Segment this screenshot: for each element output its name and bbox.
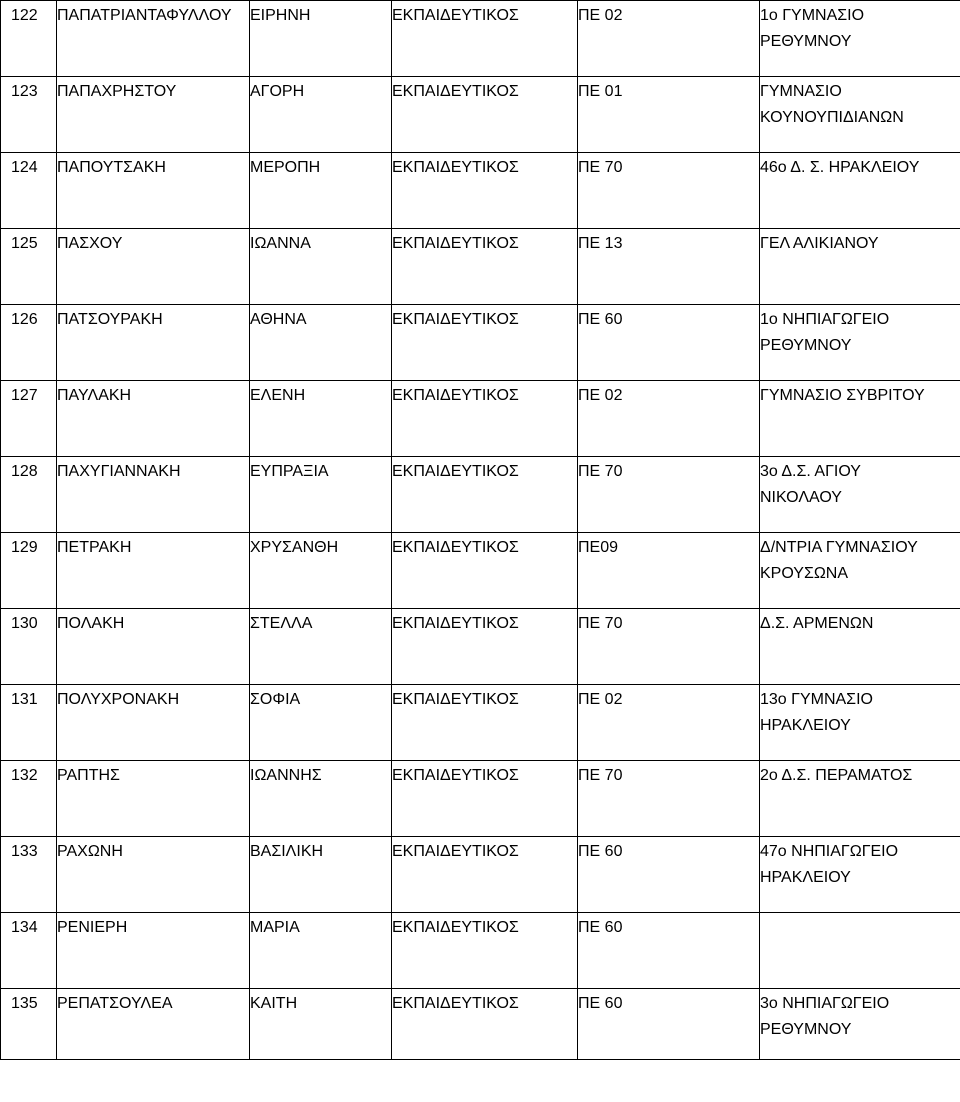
first-name-cell [250, 989, 392, 1060]
row-number-cell [1, 609, 57, 685]
specialty-code-cell [578, 381, 760, 457]
school-cell [760, 533, 960, 609]
last-name-cell [57, 1, 250, 77]
role-cell [392, 305, 578, 381]
row-number-cell [1, 989, 57, 1060]
specialty-code: ΠΕ 60 [578, 843, 623, 860]
specialty-code-cell [578, 989, 760, 1060]
first-name-cell [250, 533, 392, 609]
specialty-code: ΠΕ 02 [578, 691, 623, 708]
school-line: ΚΟΥΝΟΥΠΙΔΙΑΝΩΝ [760, 109, 904, 126]
role: ΕΚΠΑΙΔΕΥΤΙΚΟΣ [392, 615, 519, 632]
first-name: ΑΘΗΝΑ [250, 311, 307, 328]
school-line: ΓΕΛ ΑΛΙΚΙΑΝΟΥ [760, 235, 879, 252]
specialty-code: ΠΕ 02 [578, 387, 623, 404]
last-name: ΠΟΛΥΧΡΟΝΑΚΗ [57, 691, 180, 708]
school-cell [760, 1, 960, 77]
row-number-cell [1, 761, 57, 837]
first-name: ΜΕΡΟΠΗ [250, 159, 321, 176]
last-name-cell [57, 457, 250, 533]
first-name: ΧΡΥΣΑΝΘΗ [250, 539, 339, 556]
row-number-cell [1, 77, 57, 153]
first-name-cell [250, 685, 392, 761]
row-number: 127 [11, 387, 38, 404]
first-name-cell [250, 153, 392, 229]
last-name-cell [57, 153, 250, 229]
row-number: 122 [11, 7, 38, 24]
specialty-code: ΠΕ09 [578, 539, 619, 556]
last-name-cell [57, 913, 250, 989]
last-name: ΡΑΧΩΝΗ [57, 843, 123, 860]
row-number-cell [1, 153, 57, 229]
first-name: ΚΑΙΤΗ [250, 995, 298, 1012]
last-name: ΠΑΠΑΧΡΗΣΤΟΥ [57, 83, 177, 100]
row-number: 130 [11, 615, 38, 632]
role-cell [392, 381, 578, 457]
first-name: ΣΤΕΛΛΑ [250, 615, 313, 632]
school-line: 13ο ΓΥΜΝΑΣΙΟ [760, 691, 873, 708]
row-number: 134 [11, 919, 38, 936]
first-name-cell [250, 77, 392, 153]
school-cell [760, 913, 960, 989]
specialty-code: ΠΕ 60 [578, 919, 623, 936]
first-name-cell [250, 381, 392, 457]
last-name-cell [57, 533, 250, 609]
specialty-code: ΠΕ 01 [578, 83, 623, 100]
school-line: ΡΕΘΥΜΝΟΥ [760, 1021, 852, 1038]
first-name: ΙΩΑΝΝΗΣ [250, 767, 322, 784]
specialty-code-cell [578, 533, 760, 609]
school-line: ΚΡΟΥΣΩΝΑ [760, 565, 849, 582]
role: ΕΚΠΑΙΔΕΥΤΙΚΟΣ [392, 919, 519, 936]
table-row [1, 457, 960, 533]
role-cell [392, 153, 578, 229]
school-line: 3ο Δ.Σ. ΑΓΙΟΥ [760, 463, 861, 480]
role-cell [392, 761, 578, 837]
first-name: ΕΙΡΗΝΗ [250, 7, 311, 24]
first-name-cell [250, 1, 392, 77]
last-name: ΡΕΠΑΤΣΟΥΛΕΑ [57, 995, 173, 1012]
row-number-cell [1, 685, 57, 761]
school-cell [760, 837, 960, 913]
role: ΕΚΠΑΙΔΕΥΤΙΚΟΣ [392, 235, 519, 252]
table-row [1, 1, 960, 77]
school-line: ΡΕΘΥΜΝΟΥ [760, 33, 852, 50]
row-number-cell [1, 837, 57, 913]
specialty-code: ΠΕ 70 [578, 767, 623, 784]
role: ΕΚΠΑΙΔΕΥΤΙΚΟΣ [392, 159, 519, 176]
row-number: 133 [11, 843, 38, 860]
last-name: ΠΑΠΑΤΡΙΑΝΤΑΦΥΛΛΟΥ [57, 7, 232, 24]
table-row [1, 381, 960, 457]
row-number: 125 [11, 235, 38, 252]
last-name-cell [57, 229, 250, 305]
row-number: 123 [11, 83, 38, 100]
row-number: 124 [11, 159, 38, 176]
row-number-cell [1, 305, 57, 381]
school-line: ΡΕΘΥΜΝΟΥ [760, 337, 852, 354]
last-name: ΠΑΠΟΥΤΣΑΚΗ [57, 159, 166, 176]
school-cell [760, 305, 960, 381]
school-cell [760, 77, 960, 153]
table-row [1, 229, 960, 305]
table-row [1, 77, 960, 153]
role: ΕΚΠΑΙΔΕΥΤΙΚΟΣ [392, 539, 519, 556]
last-name-cell [57, 609, 250, 685]
last-name: ΡΑΠΤΗΣ [57, 767, 120, 784]
school-cell [760, 153, 960, 229]
row-number-cell [1, 229, 57, 305]
table-row [1, 153, 960, 229]
first-name-cell [250, 305, 392, 381]
school-cell [760, 989, 960, 1060]
specialty-code-cell [578, 1, 760, 77]
last-name: ΠΑΧΥΓΙΑΝΝΑΚΗ [57, 463, 181, 480]
table-row [1, 685, 960, 761]
first-name-cell [250, 457, 392, 533]
school-line: ΗΡΑΚΛΕΙΟΥ [760, 717, 851, 734]
row-number: 129 [11, 539, 38, 556]
school-cell [760, 457, 960, 533]
specialty-code: ΠΕ 70 [578, 463, 623, 480]
school-cell [760, 229, 960, 305]
role: ΕΚΠΑΙΔΕΥΤΙΚΟΣ [392, 691, 519, 708]
role: ΕΚΠΑΙΔΕΥΤΙΚΟΣ [392, 843, 519, 860]
role: ΕΚΠΑΙΔΕΥΤΙΚΟΣ [392, 83, 519, 100]
first-name: ΙΩΑΝΝΑ [250, 235, 311, 252]
school-line: 1ο ΝΗΠΙΑΓΩΓΕΙΟ [760, 311, 890, 328]
specialty-code-cell [578, 457, 760, 533]
specialty-code-cell [578, 153, 760, 229]
school-line: 1ο ΓΥΜΝΑΣΙΟ [760, 7, 865, 24]
specialty-code-cell [578, 837, 760, 913]
row-number-cell [1, 457, 57, 533]
role-cell [392, 1, 578, 77]
role: ΕΚΠΑΙΔΕΥΤΙΚΟΣ [392, 767, 519, 784]
school-line: Δ/ΝΤΡΙΑ ΓΥΜΝΑΣΙΟΥ [760, 539, 918, 556]
staff-table-body [1, 1, 960, 1060]
role-cell [392, 609, 578, 685]
table-row [1, 761, 960, 837]
first-name-cell [250, 837, 392, 913]
row-number: 131 [11, 691, 38, 708]
school-line: ΓΥΜΝΑΣΙΟ [760, 83, 842, 100]
first-name: ΕΥΠΡΑΞΙΑ [250, 463, 329, 480]
specialty-code-cell [578, 77, 760, 153]
school-line: ΗΡΑΚΛΕΙΟΥ [760, 869, 851, 886]
school-line: 3ο ΝΗΠΙΑΓΩΓΕΙΟ [760, 995, 890, 1012]
row-number: 128 [11, 463, 38, 480]
last-name: ΡΕΝΙΕΡΗ [57, 919, 128, 936]
role-cell [392, 913, 578, 989]
last-name-cell [57, 685, 250, 761]
specialty-code-cell [578, 913, 760, 989]
row-number-cell [1, 533, 57, 609]
specialty-code: ΠΕ 60 [578, 311, 623, 328]
table-row [1, 989, 960, 1060]
first-name: ΜΑΡΙΑ [250, 919, 300, 936]
role: ΕΚΠΑΙΔΕΥΤΙΚΟΣ [392, 311, 519, 328]
role: ΕΚΠΑΙΔΕΥΤΙΚΟΣ [392, 995, 519, 1012]
last-name-cell [57, 989, 250, 1060]
first-name-cell [250, 761, 392, 837]
last-name-cell [57, 381, 250, 457]
role-cell [392, 533, 578, 609]
row-number: 126 [11, 311, 38, 328]
school-line: 2ο Δ.Σ. ΠΕΡΑΜΑΤΟΣ [760, 767, 913, 784]
first-name: ΑΓΟΡΗ [250, 83, 305, 100]
first-name: ΒΑΣΙΛΙΚΗ [250, 843, 324, 860]
school-line: 47ο ΝΗΠΙΑΓΩΓΕΙΟ [760, 843, 899, 860]
last-name: ΠΑΤΣΟΥΡΑΚΗ [57, 311, 163, 328]
school-line: Δ.Σ. ΑΡΜΕΝΩΝ [760, 615, 874, 632]
role-cell [392, 229, 578, 305]
role-cell [392, 685, 578, 761]
specialty-code: ΠΕ 70 [578, 615, 623, 632]
specialty-code-cell [578, 609, 760, 685]
specialty-code: ΠΕ 02 [578, 7, 623, 24]
row-number: 132 [11, 767, 38, 784]
row-number-cell [1, 381, 57, 457]
table-row [1, 913, 960, 989]
last-name-cell [57, 77, 250, 153]
last-name: ΠΑΥΛΑΚΗ [57, 387, 132, 404]
last-name-cell [57, 305, 250, 381]
school-line: ΝΙΚΟΛΑΟΥ [760, 489, 842, 506]
last-name: ΠΑΣΧΟΥ [57, 235, 123, 252]
role-cell [392, 77, 578, 153]
first-name: ΣΟΦΙΑ [250, 691, 301, 708]
row-number-cell [1, 913, 57, 989]
last-name-cell [57, 837, 250, 913]
role-cell [392, 989, 578, 1060]
table-row [1, 837, 960, 913]
school-cell [760, 609, 960, 685]
table-row [1, 305, 960, 381]
school-cell [760, 761, 960, 837]
role: ΕΚΠΑΙΔΕΥΤΙΚΟΣ [392, 387, 519, 404]
table-row [1, 533, 960, 609]
role: ΕΚΠΑΙΔΕΥΤΙΚΟΣ [392, 7, 519, 24]
role-cell [392, 837, 578, 913]
school-cell [760, 381, 960, 457]
first-name-cell [250, 609, 392, 685]
specialty-code-cell [578, 761, 760, 837]
last-name-cell [57, 761, 250, 837]
row-number-cell [1, 1, 57, 77]
first-name: ΕΛΕΝΗ [250, 387, 306, 404]
school-cell [760, 685, 960, 761]
specialty-code: ΠΕ 70 [578, 159, 623, 176]
last-name: ΠΕΤΡΑΚΗ [57, 539, 132, 556]
table-row [1, 609, 960, 685]
specialty-code: ΠΕ 13 [578, 235, 623, 252]
school-line: 46ο Δ. Σ. ΗΡΑΚΛΕΙΟΥ [760, 159, 920, 176]
role-cell [392, 457, 578, 533]
first-name-cell [250, 229, 392, 305]
first-name-cell [250, 913, 392, 989]
last-name: ΠΟΛΑΚΗ [57, 615, 125, 632]
specialty-code-cell [578, 685, 760, 761]
school-line: ΓΥΜΝΑΣΙΟ ΣΥΒΡΙΤΟΥ [760, 387, 925, 404]
specialty-code: ΠΕ 60 [578, 995, 623, 1012]
row-number: 135 [11, 995, 38, 1012]
role: ΕΚΠΑΙΔΕΥΤΙΚΟΣ [392, 463, 519, 480]
specialty-code-cell [578, 305, 760, 381]
specialty-code-cell [578, 229, 760, 305]
